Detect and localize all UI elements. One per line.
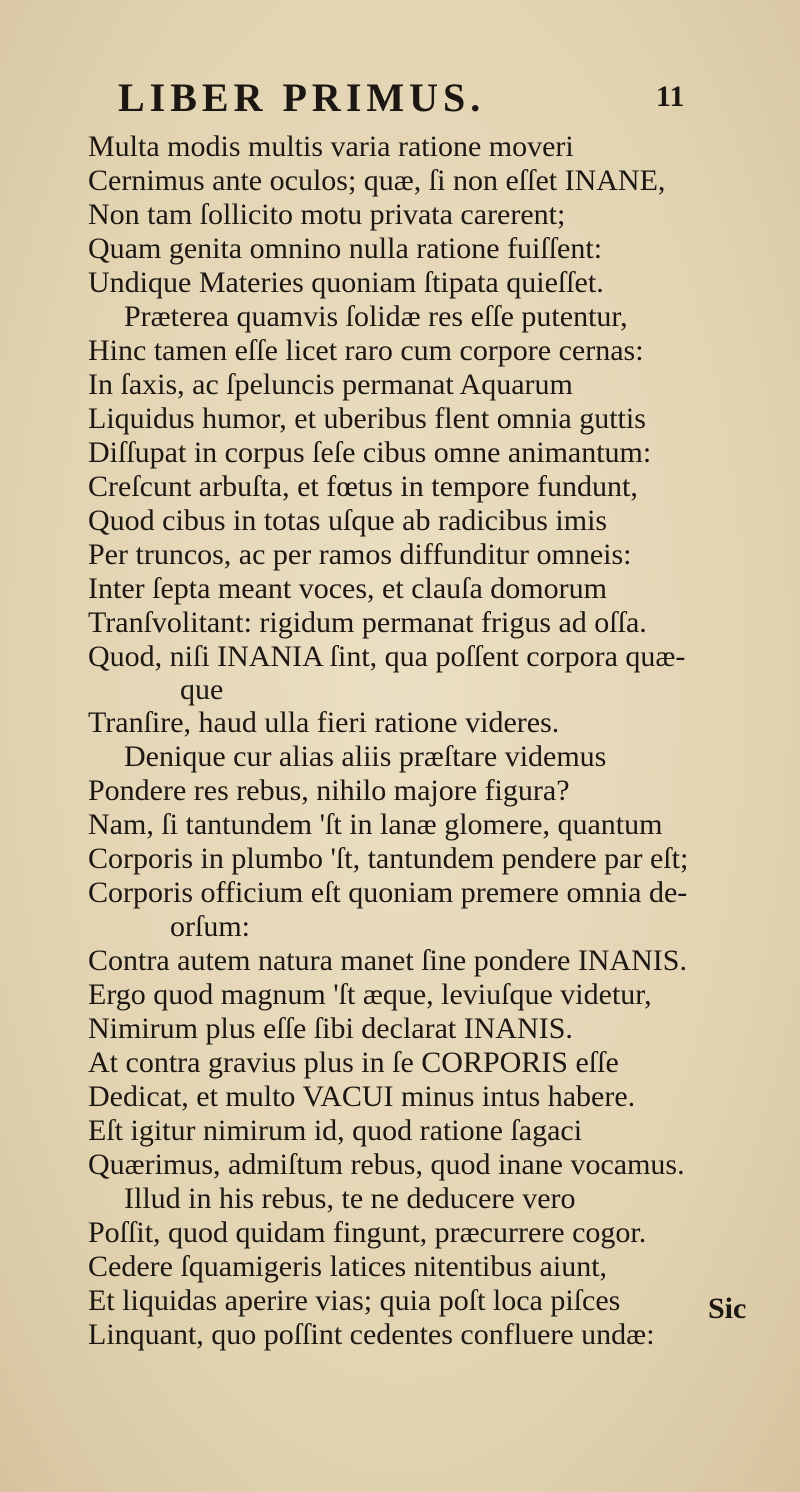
verse-line: Linquant, quo poſſint cedentes confluere undæ: [88,1318,655,1351]
verse-line: Corporis in plumbo 'ſt, tantundem pendere par eſt; [88,842,689,875]
verse-line: Cernimus ante oculos; quæ, ſi non eſſet INANE, [88,164,666,197]
verse-line: Et liquidas aperire vias; quia poſt loca piſces [88,1284,621,1317]
verse-line: Eſt igitur nimirum id, quod ratione ſagaci [88,1114,583,1147]
verse-line: Hinc tamen eſſe licet raro cum corpore cernas: [88,334,644,367]
verse-line: Ergo quod magnum 'ſt æque, leviuſque videtur, [88,978,652,1011]
verse-line: In ſaxis, ac ſpeluncis permanat Aquarum [88,368,573,401]
page-number: 11 [656,80,685,113]
page-header [118,74,718,124]
verse-line-continuation: que [180,673,224,706]
verse-line: Denique cur alias aliis præſtare videmus [124,740,607,773]
verse-line: Quod, niſi INANIA ſint, qua poſſent corpora quæ- [88,640,686,673]
verse-line: Præterea quamvis ſolidæ res eſſe putentur, [124,300,628,333]
verse-line: Poſſit, quod quidam fingunt, præcurrere cogor. [88,1216,647,1249]
verse-line: Nam, ſi tantundem 'ſt in lanæ glomere, quantum [88,808,663,841]
verse-line: Contra autem natura manet ſine pondere INANIS. [88,944,687,977]
verse-line: Illud in his rebus, te ne deducere vero [124,1182,576,1215]
verse-line: At contra gravius plus in ſe CORPORIS eſſe [88,1046,619,1079]
catchword: Sic [708,1292,747,1325]
verse-line: Liquidus humor, et uberibus flent omnia guttis [88,402,646,435]
verse-line: Corporis officium eſt quoniam premere omnia de- [88,876,688,909]
verse-line: Cedere ſquamigeris latices nitentibus aiunt, [88,1250,608,1283]
verse-line: Tranſire, haud ulla fieri ratione videres. [88,706,560,739]
running-title: LIBER PRIMUS. [118,75,486,120]
verse-line: Pondere res rebus, nihilo majore figura? [88,774,570,807]
verse-line: Inter ſepta meant voces, et clauſa domorum [88,572,607,605]
verse-line: Nimirum plus eſſe ſibi declarat INANIS. [88,1012,573,1045]
verse-line: Multa modis multis varia ratione moveri [88,130,574,163]
verse-line: Quod cibus in totas uſque ab radicibus imis [88,504,608,537]
verse-line: Quam genita omnino nulla ratione fuiſſent: [88,232,603,265]
verse-line: Creſcunt arbuſta, et fœtus in tempore fundunt, [88,470,638,503]
verse-line: Undique Materies quoniam ſtipata quieſſet. [88,266,604,299]
verse-line: Quærimus, admiſtum rebus, quod inane vocamus. [88,1148,685,1181]
verse-line: Tranſvolitant: rigidum permanat frigus ad oſſa. [88,606,647,639]
verse-line-continuation: orſum: [170,910,250,943]
verse-line: Per truncos, ac per ramos diffunditur omneis: [88,538,632,571]
verse-line: Diſſupat in corpus ſeſe cibus omne animantum: [88,436,652,469]
verse-line: Dedicat, et multo VACUI minus intus habere. [88,1080,636,1113]
verse-line: Non tam ſollicito motu privata carerent; [88,198,566,231]
